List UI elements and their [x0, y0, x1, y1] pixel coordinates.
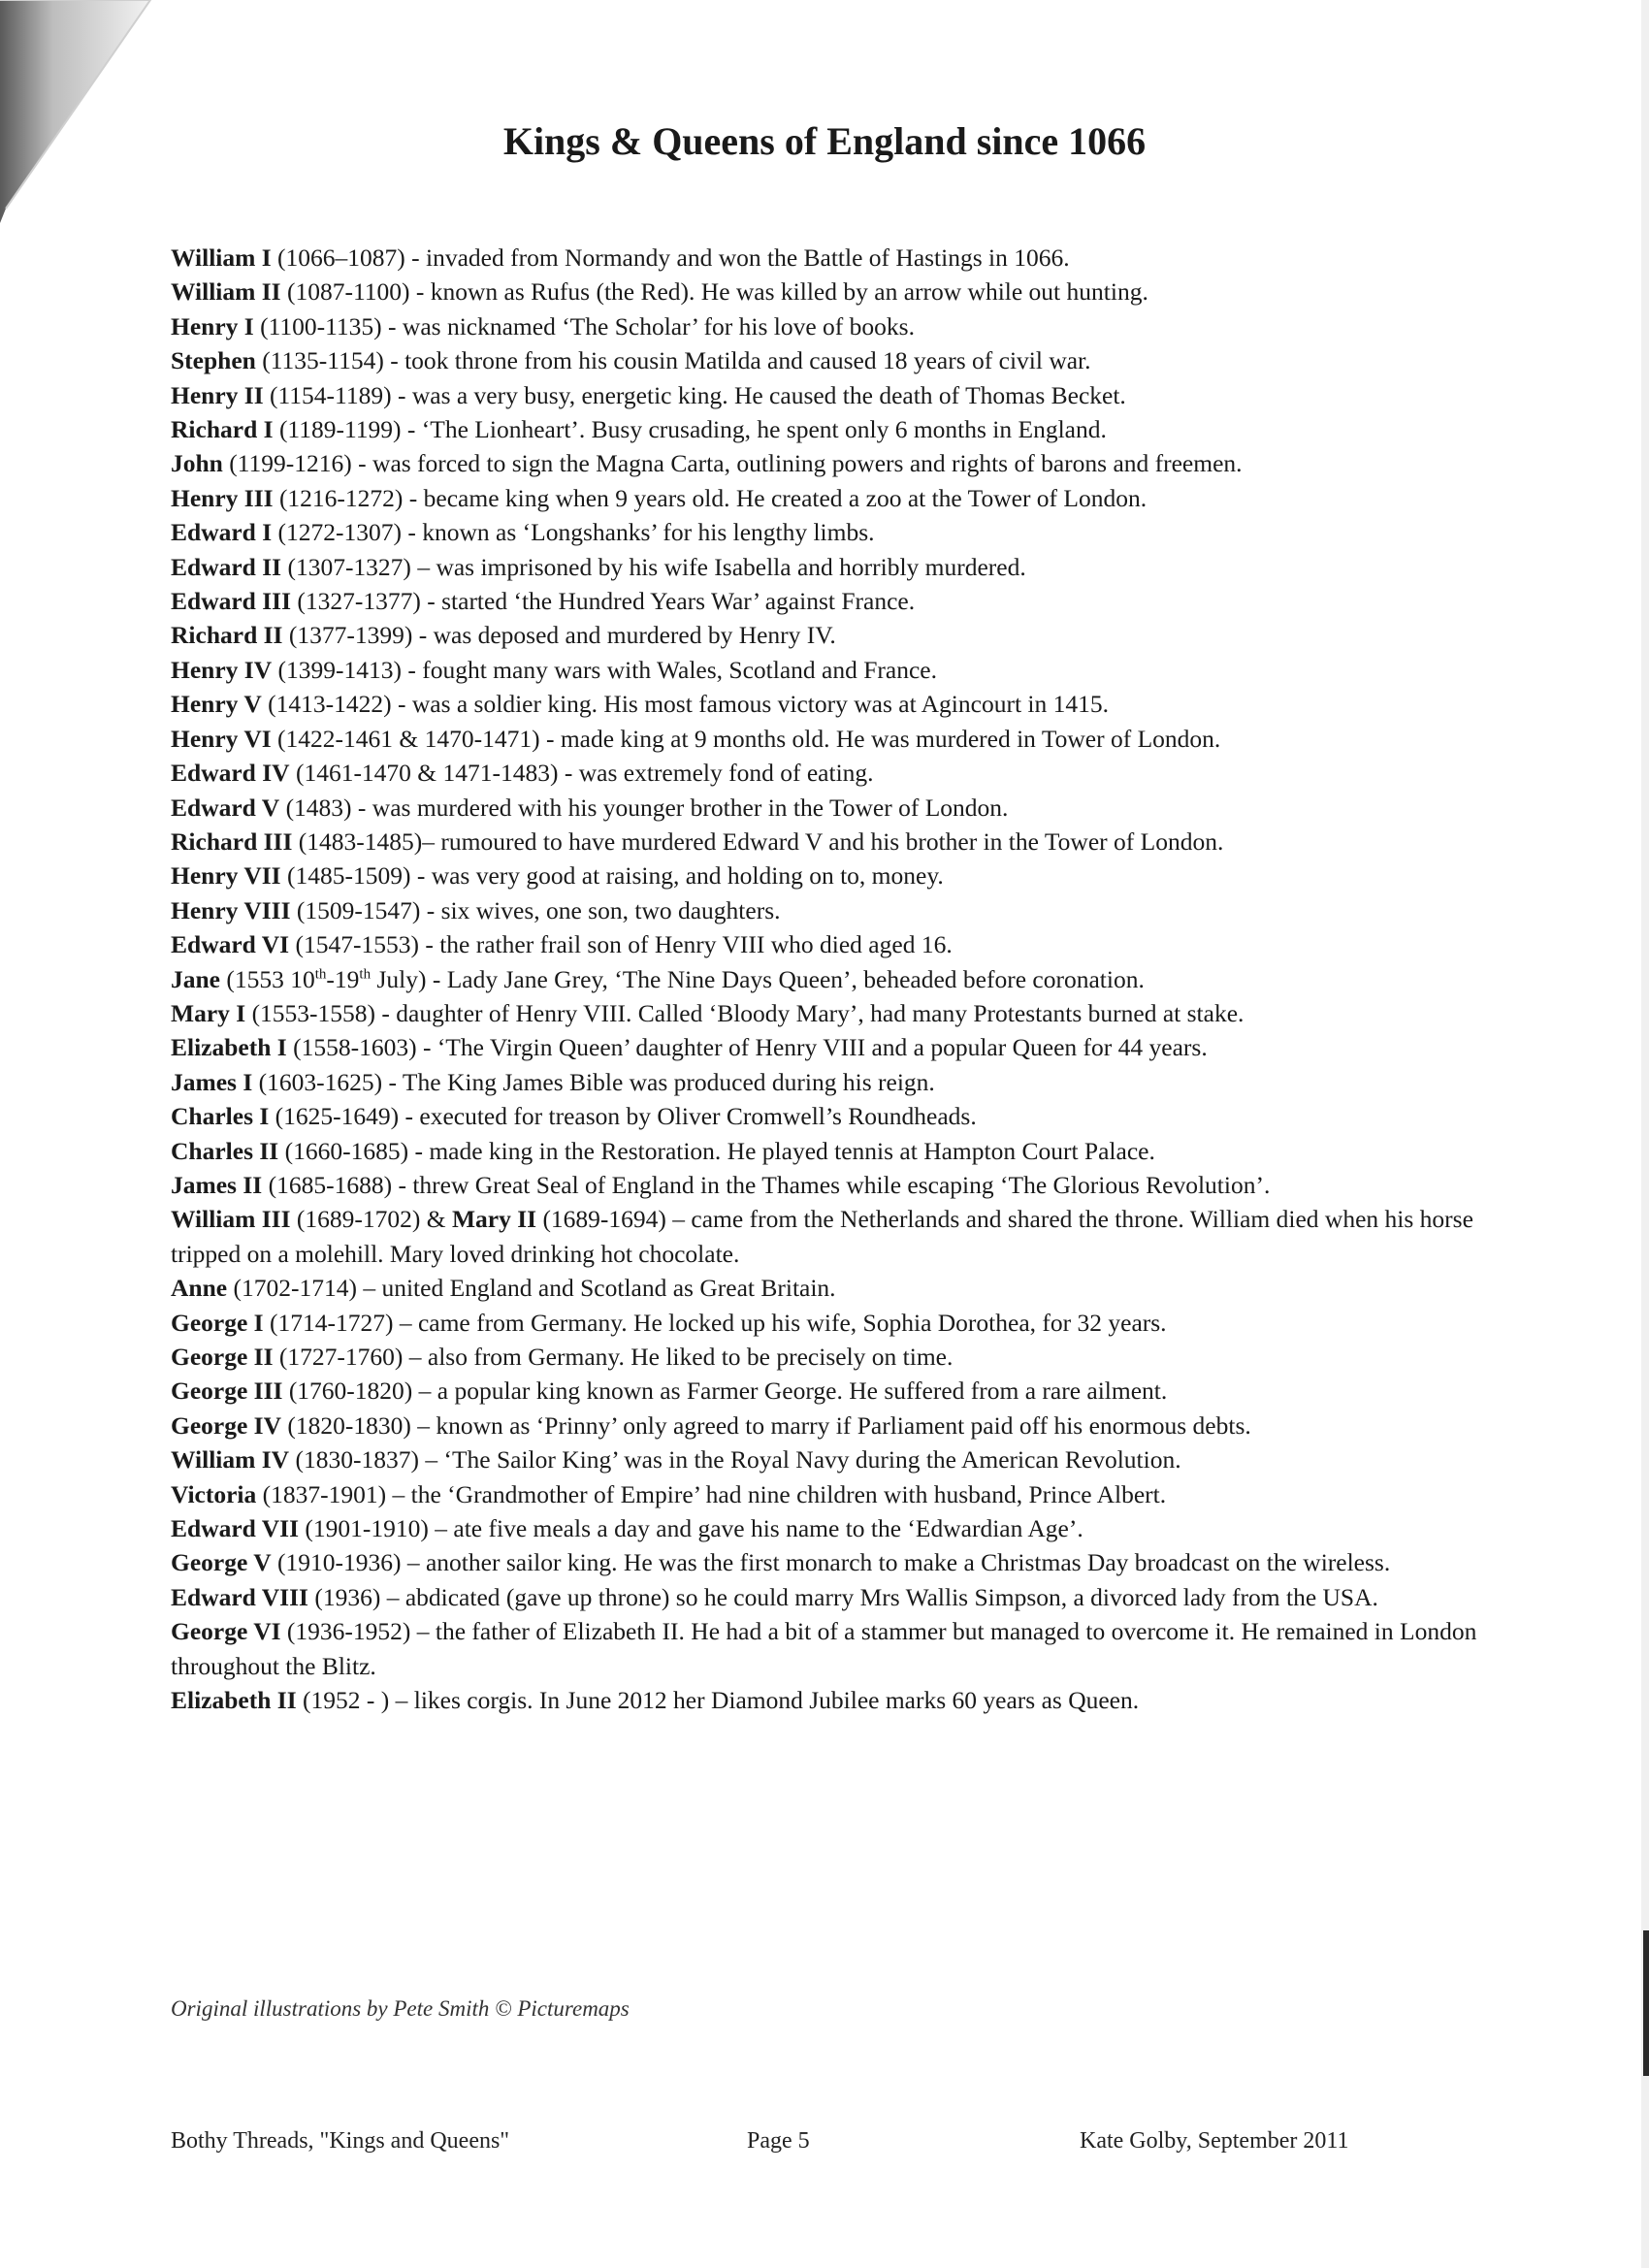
monarch-description: – rumoured to have murdered Edward V and his brother in the Tower of London.: [422, 826, 1224, 856]
monarch-description: - was deposed and murdered by Henry IV.: [412, 621, 836, 650]
monarch-description: - ‘The Lionheart’. Busy crusading, he spent only 6 months in England.: [401, 415, 1107, 444]
monarch-dates: (1483-1485): [298, 826, 423, 856]
monarch-name: William I: [171, 243, 272, 272]
monarch-dates: (1952 - ): [303, 1686, 390, 1715]
monarch-name: Richard I: [171, 415, 274, 444]
footer-page-number: Page 5: [747, 2128, 810, 2154]
monarch-description: - was extremely fond of eating.: [558, 759, 874, 788]
monarch-dates: (1461-1470 & 1471-1483): [295, 759, 559, 788]
monarch-name-2: Mary II: [451, 1205, 537, 1234]
monarch-entry: [171, 1065, 1490, 1099]
monarch-name: Edward IV: [171, 759, 290, 788]
monarch-name: Charles I: [171, 1102, 270, 1131]
monarch-description: – known as ‘Prinny’ only agreed to marry if Parliament paid off his enormous debts.: [410, 1410, 1251, 1440]
page-title: Kings & Queens of England since 1066: [502, 119, 1147, 163]
monarch-description: – ate five meals a day and gave his name to the ‘Edwardian Age’.: [428, 1514, 1083, 1543]
monarch-description: – united England and Scotland as Great Britain.: [356, 1274, 836, 1303]
monarch-description: – another sailor king. He was the first monarch to make a Christmas Day broadcast on the wireless.: [401, 1548, 1391, 1577]
monarch-entry: [171, 687, 1490, 721]
monarch-dates: (1100-1135): [260, 311, 382, 340]
monarch-name: Jane: [171, 964, 220, 993]
monarch-entry: [171, 1306, 1490, 1340]
monarch-description: - known as Rufus (the Red). He was killed by an arrow while out hunting.: [409, 277, 1148, 307]
monarch-name: Henry V: [171, 690, 262, 719]
date-ordinal: th: [359, 966, 372, 983]
monarch-entry: [171, 412, 1490, 446]
footer-publication: Bothy Threads, "Kings and Queens": [171, 2128, 510, 2154]
monarch-entry: [171, 1580, 1490, 1614]
monarch-name: James I: [171, 1067, 253, 1096]
monarch-dates: (1216-1272): [278, 483, 404, 512]
monarch-dates: (1910-1936): [277, 1548, 402, 1577]
monarch-name: Mary I: [171, 998, 246, 1027]
monarch-description: – a popular king known as Farmer George. He suffered from a rare ailment.: [412, 1377, 1168, 1406]
monarch-description: - The King James Bible was produced during his reign.: [382, 1067, 935, 1096]
monarch-dates: (1936): [314, 1582, 381, 1611]
monarch-dates: (1553-1558): [251, 998, 376, 1027]
monarch-name: Anne: [171, 1274, 228, 1303]
monarch-entry: [171, 859, 1490, 892]
monarch-description: – the father of Elizabeth II. He had a bit of a stammer but managed to overcome it. He remained in London throughout the Blitz.: [171, 1617, 1477, 1680]
monarch-description: – came from Germany. He locked up his wife, Sophia Dorothea, for 32 years.: [393, 1308, 1167, 1337]
monarch-name: Henry VI: [171, 724, 272, 753]
monarch-entry: [171, 1683, 1490, 1717]
monarch-dates: (1714-1727): [269, 1308, 394, 1337]
monarch-list: [171, 241, 1490, 1717]
monarch-name: Henry II: [171, 380, 264, 409]
scan-edge-shadow: [1632, 0, 1649, 2268]
monarch-dates: (1685-1688): [268, 1170, 393, 1199]
monarch-description: - known as ‘Longshanks’ for his lengthy limbs.: [402, 518, 875, 547]
monarch-entry: [171, 1340, 1490, 1374]
monarch-description: - was murdered with his younger brother in the Tower of London.: [351, 793, 1009, 822]
monarch-name: Charles II: [171, 1136, 279, 1165]
monarch-entry: [171, 1614, 1490, 1683]
monarch-description: - became king when 9 years old. He created a zoo at the Tower of London.: [403, 483, 1148, 512]
monarch-dates: (1727-1760): [278, 1343, 404, 1371]
monarch-dates: (1553 10: [226, 964, 315, 993]
monarch-dates: (1272-1307): [277, 518, 403, 547]
monarch-name: William II: [171, 277, 281, 307]
monarch-entry: [171, 309, 1490, 343]
monarch-entry: [171, 1134, 1490, 1168]
monarch-name: Edward I: [171, 518, 273, 547]
monarch-name: William III: [171, 1205, 291, 1234]
monarch-dates: (1307-1327): [287, 552, 411, 581]
monarch-entry: [171, 378, 1490, 412]
monarch-entry: [171, 893, 1490, 927]
monarch-name: Henry VIII: [171, 895, 291, 924]
monarch-name: Henry VII: [171, 861, 281, 891]
monarch-entry: [171, 653, 1490, 687]
monarch-name: Edward II: [171, 552, 282, 581]
illustration-credit: Original illustrations by Pete Smith © Picturemaps: [171, 1996, 630, 2021]
monarch-name: Victoria: [171, 1479, 257, 1508]
monarch-entry: [171, 241, 1490, 275]
monarch-entry: [171, 1271, 1490, 1305]
monarch-dates: (1837-1901): [262, 1479, 387, 1508]
monarch-entry: [171, 962, 1490, 996]
monarch-name: George I: [171, 1308, 264, 1337]
monarch-entry: [171, 515, 1490, 549]
monarch-name: George III: [171, 1377, 283, 1406]
monarch-description: - Lady Jane Grey, ‘The Nine Days Queen’, beheaded before coronation.: [426, 964, 1145, 993]
monarch-dates: (1327-1377): [297, 587, 421, 616]
monarch-description: – abdicated (gave up throne) so he could marry Mrs Wallis Simpson, a divorced lady from the USA.: [380, 1582, 1378, 1611]
monarch-dates: (1399-1413): [277, 655, 402, 684]
monarch-dates: (1483): [285, 793, 352, 822]
monarch-description: - took throne from his cousin Matilda and caused 18 years of civil war.: [383, 346, 1091, 375]
monarch-entry: [171, 275, 1490, 308]
monarch-description: - was nicknamed ‘The Scholar’ for his love of books.: [381, 311, 915, 340]
monarch-name: Henry IV: [171, 655, 273, 684]
monarch-dates: (1558-1603): [293, 1033, 417, 1062]
monarch-entry: [171, 1168, 1490, 1202]
monarch-description: - threw Great Seal of England in the Thames while escaping ‘The Glorious Revolution’.: [392, 1170, 1271, 1199]
monarch-description: - executed for treason by Oliver Cromwell’s Roundheads.: [399, 1102, 977, 1131]
monarch-name: George V: [171, 1548, 272, 1577]
monarch-dates: (1509-1547): [296, 895, 421, 924]
monarch-description: - daughter of Henry VIII. Called ‘Bloody Mary’, had many Protestants burned at stake.: [375, 998, 1245, 1027]
monarch-name: Henry I: [171, 311, 254, 340]
monarch-entry: [171, 584, 1490, 618]
monarch-description: - ‘The Virgin Queen’ daughter of Henry VIII and a popular Queen for 44 years.: [416, 1033, 1208, 1062]
monarch-dates: (1603-1625): [258, 1067, 383, 1096]
monarch-dates: (1820-1830): [287, 1410, 411, 1440]
monarch-name: Elizabeth II: [171, 1686, 297, 1715]
monarch-dates-2: (1689-1694): [542, 1205, 666, 1234]
monarch-entry: [171, 1511, 1490, 1545]
monarch-name: George VI: [171, 1617, 281, 1646]
monarch-description: - made king in the Restoration. He played tennis at Hampton Court Palace.: [408, 1136, 1155, 1165]
monarch-entry: [171, 1545, 1490, 1579]
monarch-entry: [171, 481, 1490, 515]
monarch-dates: (1830-1837): [295, 1445, 419, 1474]
monarch-description: - was very good at raising, and holding on to, money.: [410, 861, 944, 891]
monarch-description: – was imprisoned by his wife Isabella and horribly murdered.: [410, 552, 1026, 581]
monarch-dates: (1413-1422): [268, 690, 392, 719]
monarch-dates: (1689-1702) &: [296, 1205, 452, 1234]
monarch-dates: (1422-1461 & 1470-1471): [277, 724, 540, 753]
monarch-description: - was forced to sign the Magna Carta, outlining powers and rights of barons and freemen.: [351, 449, 1243, 478]
monarch-name: Stephen: [171, 346, 256, 375]
monarch-dates: (1660-1685): [284, 1136, 409, 1165]
monarch-name: Edward VI: [171, 930, 290, 959]
monarch-name: Edward VII: [171, 1514, 300, 1543]
monarch-entry: [171, 343, 1490, 377]
monarch-name: Edward VIII: [171, 1582, 308, 1611]
monarch-name: Edward III: [171, 587, 292, 616]
monarch-dates: -19: [326, 964, 360, 993]
monarch-entry: [171, 1099, 1490, 1133]
monarch-name: William IV: [171, 1445, 290, 1474]
monarch-entry: [171, 1202, 1490, 1271]
page-fold-shadow: [0, 0, 165, 223]
monarch-dates: (1760-1820): [288, 1377, 413, 1406]
monarch-description: - started ‘the Hundred Years War’ against France.: [420, 587, 916, 616]
monarch-dates: (1154-1189): [270, 380, 392, 409]
monarch-description: - the rather frail son of Henry VIII who died aged 16.: [418, 930, 953, 959]
monarch-entry: [171, 996, 1490, 1030]
monarch-dates: (1485-1509): [286, 861, 411, 891]
monarch-name: George IV: [171, 1410, 282, 1440]
monarch-entry: [171, 927, 1490, 961]
monarch-dates: (1901-1910): [305, 1514, 429, 1543]
monarch-description: – also from Germany. He liked to be precisely on time.: [403, 1343, 954, 1371]
monarch-description: – came from the Netherlands and shared the throne. William died when his horse tripped on a molehill. Mary loved drinking hot chocolate.: [171, 1205, 1473, 1268]
monarch-description: - six wives, one son, two daughters.: [420, 895, 781, 924]
monarch-entry: [171, 618, 1490, 652]
monarch-entry: [171, 1442, 1490, 1476]
monarch-entry: [171, 446, 1490, 480]
monarch-dates: (1936-1952): [286, 1617, 411, 1646]
monarch-name: Elizabeth I: [171, 1033, 287, 1062]
monarch-dates: (1547-1553): [295, 930, 419, 959]
monarch-description: – ‘The Sailor King’ was in the Royal Navy during the American Revolution.: [418, 1445, 1181, 1474]
monarch-name: James II: [171, 1170, 263, 1199]
monarch-description: – the ‘Grandmother of Empire’ had nine children with husband, Prince Albert.: [386, 1479, 1167, 1508]
monarch-dates: (1135-1154): [262, 346, 384, 375]
monarch-entry: [171, 550, 1490, 584]
monarch-entry: [171, 756, 1490, 790]
monarch-name: Richard II: [171, 621, 283, 650]
monarch-dates: (1199-1216): [229, 449, 352, 478]
monarch-dates: (1066–1087): [277, 243, 405, 272]
monarch-entry: [171, 722, 1490, 756]
footer-author-date: Kate Golby, September 2011: [1080, 2128, 1349, 2154]
monarch-entry: [171, 791, 1490, 825]
monarch-name: John: [171, 449, 223, 478]
monarch-dates: (1702-1714): [233, 1274, 357, 1303]
monarch-dates: (1625-1649): [275, 1102, 400, 1131]
date-ordinal: th: [314, 966, 327, 983]
monarch-description: - was a very busy, energetic king. He caused the death of Thomas Becket.: [391, 380, 1126, 409]
monarch-description: – likes corgis. In June 2012 her Diamond Jubilee marks 60 years as Queen.: [389, 1686, 1140, 1715]
monarch-dates: (1377-1399): [288, 621, 413, 650]
monarch-entry: [171, 1030, 1490, 1064]
monarch-description: - made king at 9 months old. He was murdered in Tower of London.: [539, 724, 1221, 753]
monarch-description: - was a soldier king. His most famous victory was at Agincourt in 1415.: [391, 690, 1109, 719]
monarch-dates: (1087-1100): [286, 277, 410, 307]
monarch-entry: [171, 1374, 1490, 1408]
monarch-entry: [171, 1409, 1490, 1442]
monarch-name: George II: [171, 1343, 274, 1371]
monarch-entry: [171, 1477, 1490, 1511]
monarch-name: Edward V: [171, 793, 280, 822]
monarch-dates: July): [371, 964, 427, 993]
monarch-name: Richard III: [171, 826, 293, 856]
monarch-entry: [171, 825, 1490, 859]
monarch-name: Henry III: [171, 483, 274, 512]
monarch-description: - invaded from Normandy and won the Battle of Hastings in 1066.: [404, 243, 1070, 272]
monarch-dates: (1189-1199): [278, 415, 402, 444]
monarch-description: - fought many wars with Wales, Scotland and France.: [401, 655, 937, 684]
